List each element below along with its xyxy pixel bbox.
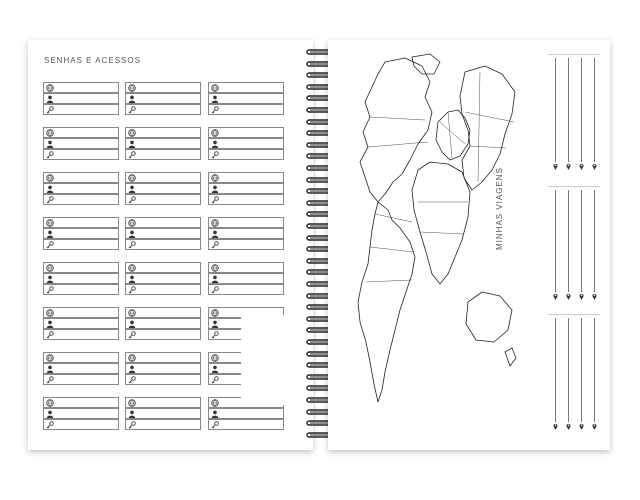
entry-field[interactable] bbox=[208, 127, 284, 138]
password-entry-card bbox=[43, 217, 119, 251]
entry-field[interactable] bbox=[125, 408, 201, 419]
entry-field[interactable] bbox=[43, 318, 119, 329]
entry-field[interactable] bbox=[208, 284, 284, 295]
entry-field[interactable] bbox=[125, 172, 201, 183]
password-entry-card bbox=[125, 127, 201, 161]
blank-area bbox=[241, 315, 313, 405]
globe-icon bbox=[46, 129, 54, 137]
world-map bbox=[330, 52, 520, 442]
entry-field[interactable] bbox=[125, 93, 201, 104]
key-icon bbox=[211, 331, 219, 339]
password-entry-card bbox=[43, 172, 119, 206]
island bbox=[505, 348, 516, 366]
entry-field[interactable] bbox=[43, 127, 119, 138]
location-pin-icon bbox=[566, 293, 571, 300]
entry-field[interactable] bbox=[125, 329, 201, 340]
globe-icon bbox=[128, 174, 136, 182]
location-pin-icon bbox=[592, 163, 597, 170]
entry-field[interactable] bbox=[208, 104, 284, 115]
location-pin-icon bbox=[566, 423, 571, 430]
entry-field[interactable] bbox=[208, 138, 284, 149]
globe-icon bbox=[211, 354, 219, 362]
entry-field[interactable] bbox=[125, 374, 201, 385]
globe-icon bbox=[46, 219, 54, 227]
key-icon bbox=[128, 196, 136, 204]
password-entry-card bbox=[208, 82, 284, 116]
continent-north-america bbox=[360, 58, 432, 202]
entry-field[interactable] bbox=[125, 419, 201, 430]
entry-field[interactable] bbox=[208, 262, 284, 273]
password-entry-card bbox=[125, 307, 201, 341]
continent-south-america bbox=[358, 202, 415, 402]
entry-field[interactable] bbox=[208, 194, 284, 205]
password-entry-card bbox=[208, 217, 284, 251]
entry-field[interactable] bbox=[43, 217, 119, 228]
key-icon bbox=[211, 376, 219, 384]
entry-field[interactable] bbox=[125, 318, 201, 329]
key-icon bbox=[46, 286, 54, 294]
key-icon bbox=[46, 106, 54, 114]
entry-field[interactable] bbox=[125, 273, 201, 284]
entry-field[interactable] bbox=[43, 352, 119, 363]
key-icon bbox=[211, 241, 219, 249]
continent-australia bbox=[466, 292, 512, 342]
key-icon bbox=[128, 376, 136, 384]
travel-line bbox=[594, 58, 595, 162]
travel-line bbox=[594, 318, 595, 422]
location-pin-icon bbox=[566, 163, 571, 170]
page-title: SENHAS E ACESSOS bbox=[44, 56, 141, 65]
globe-icon bbox=[46, 264, 54, 272]
location-pin-icon bbox=[579, 423, 584, 430]
key-icon bbox=[46, 241, 54, 249]
key-icon bbox=[46, 421, 54, 429]
user-icon bbox=[128, 230, 136, 238]
password-entry-card bbox=[43, 397, 119, 431]
key-icon bbox=[211, 196, 219, 204]
entry-field[interactable] bbox=[125, 217, 201, 228]
key-icon bbox=[211, 151, 219, 159]
key-icon bbox=[46, 376, 54, 384]
globe-icon bbox=[46, 84, 54, 92]
globe-icon bbox=[128, 309, 136, 317]
key-icon bbox=[128, 286, 136, 294]
travel-line bbox=[555, 318, 556, 422]
globe-icon bbox=[211, 84, 219, 92]
entry-field[interactable] bbox=[125, 104, 201, 115]
entry-field[interactable] bbox=[43, 329, 119, 340]
entry-field[interactable] bbox=[208, 419, 284, 430]
entry-field[interactable] bbox=[208, 228, 284, 239]
entry-field[interactable] bbox=[208, 408, 284, 419]
entry-field[interactable] bbox=[125, 183, 201, 194]
globe-icon bbox=[128, 399, 136, 407]
entry-field[interactable] bbox=[125, 352, 201, 363]
entry-field[interactable] bbox=[43, 228, 119, 239]
password-entry-card bbox=[43, 127, 119, 161]
entry-field[interactable] bbox=[43, 397, 119, 408]
user-icon bbox=[46, 365, 54, 373]
user-icon bbox=[211, 275, 219, 283]
travel-line bbox=[555, 190, 556, 292]
globe-icon bbox=[211, 129, 219, 137]
travel-line bbox=[568, 190, 569, 292]
entry-field[interactable] bbox=[43, 273, 119, 284]
entry-field[interactable] bbox=[43, 363, 119, 374]
user-icon bbox=[128, 95, 136, 103]
continent-europe bbox=[436, 110, 470, 160]
globe-icon bbox=[128, 129, 136, 137]
user-icon bbox=[128, 185, 136, 193]
key-icon bbox=[128, 151, 136, 159]
entry-field[interactable] bbox=[125, 262, 201, 273]
group-divider bbox=[548, 54, 600, 55]
password-entry-card bbox=[208, 262, 284, 296]
entry-field[interactable] bbox=[43, 194, 119, 205]
entry-field[interactable] bbox=[43, 183, 119, 194]
globe-icon bbox=[211, 309, 219, 317]
entry-field[interactable] bbox=[43, 172, 119, 183]
key-icon bbox=[211, 421, 219, 429]
location-pin-icon bbox=[553, 423, 558, 430]
globe-icon bbox=[211, 264, 219, 272]
password-entry-card bbox=[43, 82, 119, 116]
user-icon bbox=[46, 95, 54, 103]
entry-field[interactable] bbox=[125, 228, 201, 239]
password-entry-card bbox=[125, 217, 201, 251]
entry-field[interactable] bbox=[125, 82, 201, 93]
key-icon bbox=[46, 151, 54, 159]
password-entry-card bbox=[125, 397, 201, 431]
group-divider bbox=[548, 186, 600, 187]
travel-line bbox=[568, 58, 569, 162]
user-icon bbox=[211, 230, 219, 238]
entry-field[interactable] bbox=[125, 239, 201, 250]
globe-icon bbox=[128, 354, 136, 362]
password-entry-card bbox=[125, 352, 201, 386]
user-icon bbox=[128, 320, 136, 328]
globe-icon bbox=[211, 174, 219, 182]
location-pin-icon bbox=[553, 163, 558, 170]
borders bbox=[366, 72, 514, 282]
entry-field[interactable] bbox=[43, 307, 119, 318]
user-icon bbox=[211, 320, 219, 328]
entry-field[interactable] bbox=[208, 172, 284, 183]
user-icon bbox=[46, 230, 54, 238]
user-icon bbox=[211, 95, 219, 103]
user-icon bbox=[211, 410, 219, 418]
group-divider bbox=[548, 314, 600, 315]
continent-asia bbox=[460, 66, 515, 190]
user-icon bbox=[211, 365, 219, 373]
password-entry-card bbox=[43, 262, 119, 296]
password-entry-card bbox=[125, 82, 201, 116]
password-entry-card bbox=[125, 262, 201, 296]
entry-field[interactable] bbox=[208, 183, 284, 194]
key-icon bbox=[128, 106, 136, 114]
user-icon bbox=[46, 320, 54, 328]
entry-field[interactable] bbox=[208, 149, 284, 160]
entry-field[interactable] bbox=[125, 363, 201, 374]
location-pin-icon bbox=[592, 293, 597, 300]
user-icon bbox=[46, 275, 54, 283]
entry-field[interactable] bbox=[125, 127, 201, 138]
password-entry-card bbox=[43, 307, 119, 341]
user-icon bbox=[46, 185, 54, 193]
globe-icon bbox=[46, 354, 54, 362]
entry-field[interactable] bbox=[43, 262, 119, 273]
globe-icon bbox=[211, 219, 219, 227]
entry-field[interactable] bbox=[208, 239, 284, 250]
entry-field[interactable] bbox=[125, 284, 201, 295]
entry-field[interactable] bbox=[43, 284, 119, 295]
entry-field[interactable] bbox=[125, 149, 201, 160]
entry-field[interactable] bbox=[43, 93, 119, 104]
entry-field[interactable] bbox=[208, 273, 284, 284]
entry-field[interactable] bbox=[125, 307, 201, 318]
user-icon bbox=[46, 140, 54, 148]
travel-line bbox=[594, 190, 595, 292]
entry-field[interactable] bbox=[125, 138, 201, 149]
password-entry-card bbox=[125, 172, 201, 206]
travel-line bbox=[568, 318, 569, 422]
entry-field[interactable] bbox=[43, 82, 119, 93]
globe-icon bbox=[128, 264, 136, 272]
travel-line bbox=[555, 58, 556, 162]
entry-field[interactable] bbox=[43, 138, 119, 149]
password-entry-card bbox=[208, 172, 284, 206]
user-icon bbox=[46, 410, 54, 418]
entry-field[interactable] bbox=[43, 419, 119, 430]
entry-field[interactable] bbox=[125, 194, 201, 205]
user-icon bbox=[128, 410, 136, 418]
location-pin-icon bbox=[579, 163, 584, 170]
key-icon bbox=[46, 196, 54, 204]
entry-field[interactable] bbox=[208, 93, 284, 104]
globe-icon bbox=[46, 309, 54, 317]
entry-field[interactable] bbox=[125, 397, 201, 408]
location-pin-icon bbox=[553, 293, 558, 300]
globe-icon bbox=[46, 399, 54, 407]
entry-field[interactable] bbox=[208, 82, 284, 93]
globe-icon bbox=[128, 84, 136, 92]
location-pin-icon bbox=[592, 423, 597, 430]
globe-icon bbox=[128, 219, 136, 227]
entry-field[interactable] bbox=[43, 408, 119, 419]
key-icon bbox=[128, 421, 136, 429]
continent-africa bbox=[412, 162, 470, 284]
key-icon bbox=[211, 106, 219, 114]
greenland bbox=[412, 54, 440, 74]
user-icon bbox=[128, 275, 136, 283]
globe-icon bbox=[46, 174, 54, 182]
globe-icon bbox=[211, 399, 219, 407]
entry-field[interactable] bbox=[43, 104, 119, 115]
password-entry-card bbox=[208, 127, 284, 161]
key-icon bbox=[211, 286, 219, 294]
travel-line bbox=[581, 58, 582, 162]
user-icon bbox=[211, 185, 219, 193]
left-page bbox=[28, 40, 313, 450]
travel-line bbox=[581, 190, 582, 292]
key-icon bbox=[128, 331, 136, 339]
password-entry-card bbox=[43, 352, 119, 386]
entry-field[interactable] bbox=[43, 374, 119, 385]
travel-line bbox=[581, 318, 582, 422]
user-icon bbox=[128, 365, 136, 373]
entry-field[interactable] bbox=[43, 149, 119, 160]
key-icon bbox=[128, 241, 136, 249]
user-icon bbox=[128, 140, 136, 148]
key-icon bbox=[46, 331, 54, 339]
page-title-vertical: MINHAS VIAGENS bbox=[495, 167, 504, 250]
location-pin-icon bbox=[579, 293, 584, 300]
user-icon bbox=[211, 140, 219, 148]
entry-field[interactable] bbox=[208, 217, 284, 228]
entry-field[interactable] bbox=[43, 239, 119, 250]
